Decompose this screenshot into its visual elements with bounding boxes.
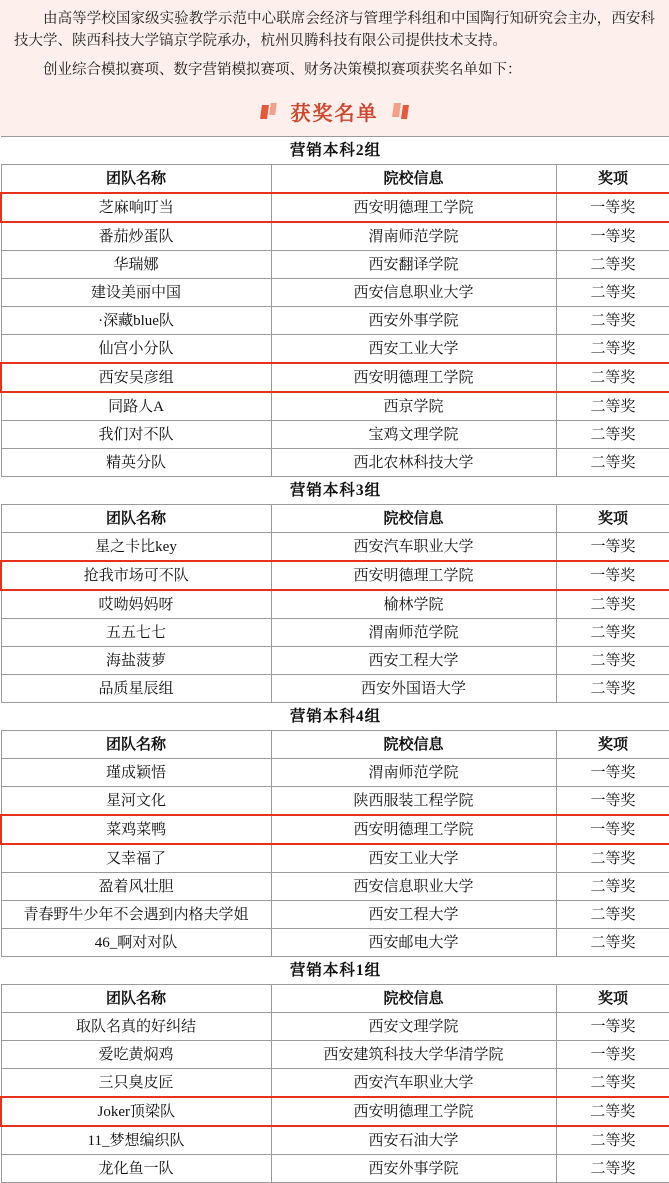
group-title: 营销本科4组 xyxy=(1,703,669,731)
award-cell: 二等奖 xyxy=(556,590,669,619)
award-cell: 一等奖 xyxy=(556,193,669,222)
school-name-cell: 西京学院 xyxy=(271,392,556,421)
table-row xyxy=(1,647,669,675)
team-name-cell: 五五七七 xyxy=(1,619,271,647)
table-row xyxy=(1,844,669,873)
award-cell: 二等奖 xyxy=(556,873,669,901)
team-name-cell: 又幸福了 xyxy=(1,844,271,873)
team-name-cell: 11_梦想编织队 xyxy=(1,1126,271,1155)
award-cell: 二等奖 xyxy=(556,363,669,392)
table-row xyxy=(1,1155,669,1183)
school-name-cell: 西安明德理工学院 xyxy=(271,1097,556,1126)
table-row xyxy=(1,533,669,562)
table-row xyxy=(1,193,669,222)
team-name-cell: 精英分队 xyxy=(1,449,271,477)
table-row xyxy=(1,421,669,449)
table-row xyxy=(1,1041,669,1069)
table-row xyxy=(1,392,669,421)
team-name-cell: 爱吃黄焖鸡 xyxy=(1,1041,271,1069)
intro-paragraph-1: 由高等学校国家级实验教学示范中心联席会经济与管理学科组和中国陶行知研究会主办，西安科技大学、陕西科技大学镐京学院承办，杭州贝腾科技有限公司提供技术支持。 xyxy=(14,11,655,50)
school-name-cell: 西安工程大学 xyxy=(271,901,556,929)
team-name-cell: 番茄炒蛋队 xyxy=(1,222,271,251)
school-name-cell: 陕西服装工程学院 xyxy=(271,787,556,816)
ribbon-icon xyxy=(261,103,277,120)
intro-section xyxy=(0,0,669,91)
school-name-cell: 西北农林科技大学 xyxy=(271,449,556,477)
award-cell: 二等奖 xyxy=(556,449,669,477)
team-name-cell: 取队名真的好纠结 xyxy=(1,1013,271,1041)
award-cell: 一等奖 xyxy=(556,1041,669,1069)
team-name-cell: 青春野牛少年不会遇到内格夫学姐 xyxy=(1,901,271,929)
school-name-cell: 渭南师范学院 xyxy=(271,222,556,251)
award-cell: 二等奖 xyxy=(556,307,669,335)
table-row xyxy=(1,873,669,901)
table-row xyxy=(1,1097,669,1126)
team-name-cell: 盈着风壮胆 xyxy=(1,873,271,901)
table-row xyxy=(1,759,669,787)
award-cell: 二等奖 xyxy=(556,901,669,929)
table-row xyxy=(1,335,669,364)
award-cell: 二等奖 xyxy=(556,392,669,421)
column-header: 奖项 xyxy=(556,165,669,194)
team-name-cell: 仙宫小分队 xyxy=(1,335,271,364)
team-name-cell: 46_啊对对队 xyxy=(1,929,271,957)
school-name-cell: 西安翻译学院 xyxy=(271,251,556,279)
award-cell: 二等奖 xyxy=(556,929,669,957)
column-header: 院校信息 xyxy=(271,985,556,1013)
table-row xyxy=(1,1013,669,1041)
award-cell: 二等奖 xyxy=(556,1126,669,1155)
group-title: 营销本科2组 xyxy=(1,137,669,165)
table-header-row xyxy=(1,505,669,533)
table-row xyxy=(1,815,669,844)
award-cell: 二等奖 xyxy=(556,844,669,873)
table-row xyxy=(1,590,669,619)
table-row xyxy=(1,449,669,477)
award-cell: 一等奖 xyxy=(556,561,669,590)
table-row xyxy=(1,929,669,957)
column-header: 院校信息 xyxy=(271,505,556,533)
school-name-cell: 渭南师范学院 xyxy=(271,619,556,647)
awards-banner xyxy=(0,91,669,136)
award-cell: 二等奖 xyxy=(556,279,669,307)
school-name-cell: 榆林学院 xyxy=(271,590,556,619)
team-name-cell: 抢我市场可不队 xyxy=(1,561,271,590)
team-name-cell: 星之卡比key xyxy=(1,533,271,562)
group-title-row xyxy=(1,137,669,165)
award-cell: 二等奖 xyxy=(556,647,669,675)
team-name-cell: Joker顶梁队 xyxy=(1,1097,271,1126)
team-name-cell: 芝麻响叮当 xyxy=(1,193,271,222)
intro-paragraph-2: 创业综合模拟赛项、数字营销模拟赛项、财务决策模拟赛项获奖名单如下： xyxy=(43,61,522,78)
team-name-cell: 瑾成颖悟 xyxy=(1,759,271,787)
award-cell: 一等奖 xyxy=(556,759,669,787)
table-row xyxy=(1,675,669,703)
ribbon-icon xyxy=(393,103,409,120)
table-row xyxy=(1,279,669,307)
school-name-cell: 西安汽车职业大学 xyxy=(271,1069,556,1098)
school-name-cell: 西安外国语大学 xyxy=(271,675,556,703)
table-header-row xyxy=(1,731,669,759)
column-header: 奖项 xyxy=(556,731,669,759)
team-name-cell: 西安吴彦组 xyxy=(1,363,271,392)
award-cell: 二等奖 xyxy=(556,1097,669,1126)
team-name-cell: 菜鸡菜鸭 xyxy=(1,815,271,844)
award-cell: 二等奖 xyxy=(556,421,669,449)
school-name-cell: 西安工业大学 xyxy=(271,844,556,873)
award-cell: 一等奖 xyxy=(556,1013,669,1041)
school-name-cell: 西安明德理工学院 xyxy=(271,363,556,392)
team-name-cell: 龙化鱼一队 xyxy=(1,1155,271,1183)
table-row xyxy=(1,222,669,251)
school-name-cell: 西安文理学院 xyxy=(271,1013,556,1041)
table-row xyxy=(1,307,669,335)
school-name-cell: 西安明德理工学院 xyxy=(271,193,556,222)
column-header: 奖项 xyxy=(556,505,669,533)
school-name-cell: 渭南师范学院 xyxy=(271,759,556,787)
banner-title: 获奖名单 xyxy=(290,103,379,126)
table-row xyxy=(1,363,669,392)
group-title: 营销本科1组 xyxy=(1,957,669,985)
school-name-cell: 西安信息职业大学 xyxy=(271,873,556,901)
team-name-cell: 哎呦妈妈呀 xyxy=(1,590,271,619)
award-cell: 二等奖 xyxy=(556,1069,669,1098)
school-name-cell: 西安明德理工学院 xyxy=(271,815,556,844)
column-header: 团队名称 xyxy=(1,731,271,759)
award-cell: 二等奖 xyxy=(556,1155,669,1183)
group-title: 营销本科3组 xyxy=(1,477,669,505)
team-name-cell: 星河文化 xyxy=(1,787,271,816)
table-row xyxy=(1,901,669,929)
award-cell: 二等奖 xyxy=(556,619,669,647)
school-name-cell: 西安工程大学 xyxy=(271,647,556,675)
team-name-cell: ·深藏blue队 xyxy=(1,307,271,335)
column-header: 团队名称 xyxy=(1,985,271,1013)
table-row xyxy=(1,1126,669,1155)
team-name-cell: 建设美丽中国 xyxy=(1,279,271,307)
column-header: 院校信息 xyxy=(271,731,556,759)
group-title-row xyxy=(1,703,669,731)
table-row xyxy=(1,561,669,590)
school-name-cell: 西安工业大学 xyxy=(271,335,556,364)
award-cell: 一等奖 xyxy=(556,222,669,251)
table-row xyxy=(1,787,669,816)
award-cell: 一等奖 xyxy=(556,787,669,816)
school-name-cell: 宝鸡文理学院 xyxy=(271,421,556,449)
team-name-cell: 华瑞娜 xyxy=(1,251,271,279)
school-name-cell: 西安外事学院 xyxy=(271,307,556,335)
award-cell: 二等奖 xyxy=(556,251,669,279)
table-row xyxy=(1,619,669,647)
team-name-cell: 我们对不队 xyxy=(1,421,271,449)
team-name-cell: 海盐菠萝 xyxy=(1,647,271,675)
school-name-cell: 西安外事学院 xyxy=(271,1155,556,1183)
table-header-row xyxy=(1,985,669,1013)
team-name-cell: 三只臭皮匠 xyxy=(1,1069,271,1098)
school-name-cell: 西安汽车职业大学 xyxy=(271,533,556,562)
award-cell: 二等奖 xyxy=(556,675,669,703)
award-cell: 二等奖 xyxy=(556,335,669,364)
group-title-row xyxy=(1,477,669,505)
school-name-cell: 西安明德理工学院 xyxy=(271,561,556,590)
team-name-cell: 品质星辰组 xyxy=(1,675,271,703)
school-name-cell: 西安建筑科技大学华清学院 xyxy=(271,1041,556,1069)
award-cell: 一等奖 xyxy=(556,815,669,844)
column-header: 院校信息 xyxy=(271,165,556,194)
team-name-cell: 同路人A xyxy=(1,392,271,421)
column-header: 团队名称 xyxy=(1,165,271,194)
award-cell: 一等奖 xyxy=(556,533,669,562)
column-header: 奖项 xyxy=(556,985,669,1013)
school-name-cell: 西安石油大学 xyxy=(271,1126,556,1155)
awards-table xyxy=(0,136,669,1183)
table-row xyxy=(1,251,669,279)
table-row xyxy=(1,1069,669,1098)
group-title-row xyxy=(1,957,669,985)
table-header-row xyxy=(1,165,669,194)
school-name-cell: 西安信息职业大学 xyxy=(271,279,556,307)
school-name-cell: 西安邮电大学 xyxy=(271,929,556,957)
column-header: 团队名称 xyxy=(1,505,271,533)
